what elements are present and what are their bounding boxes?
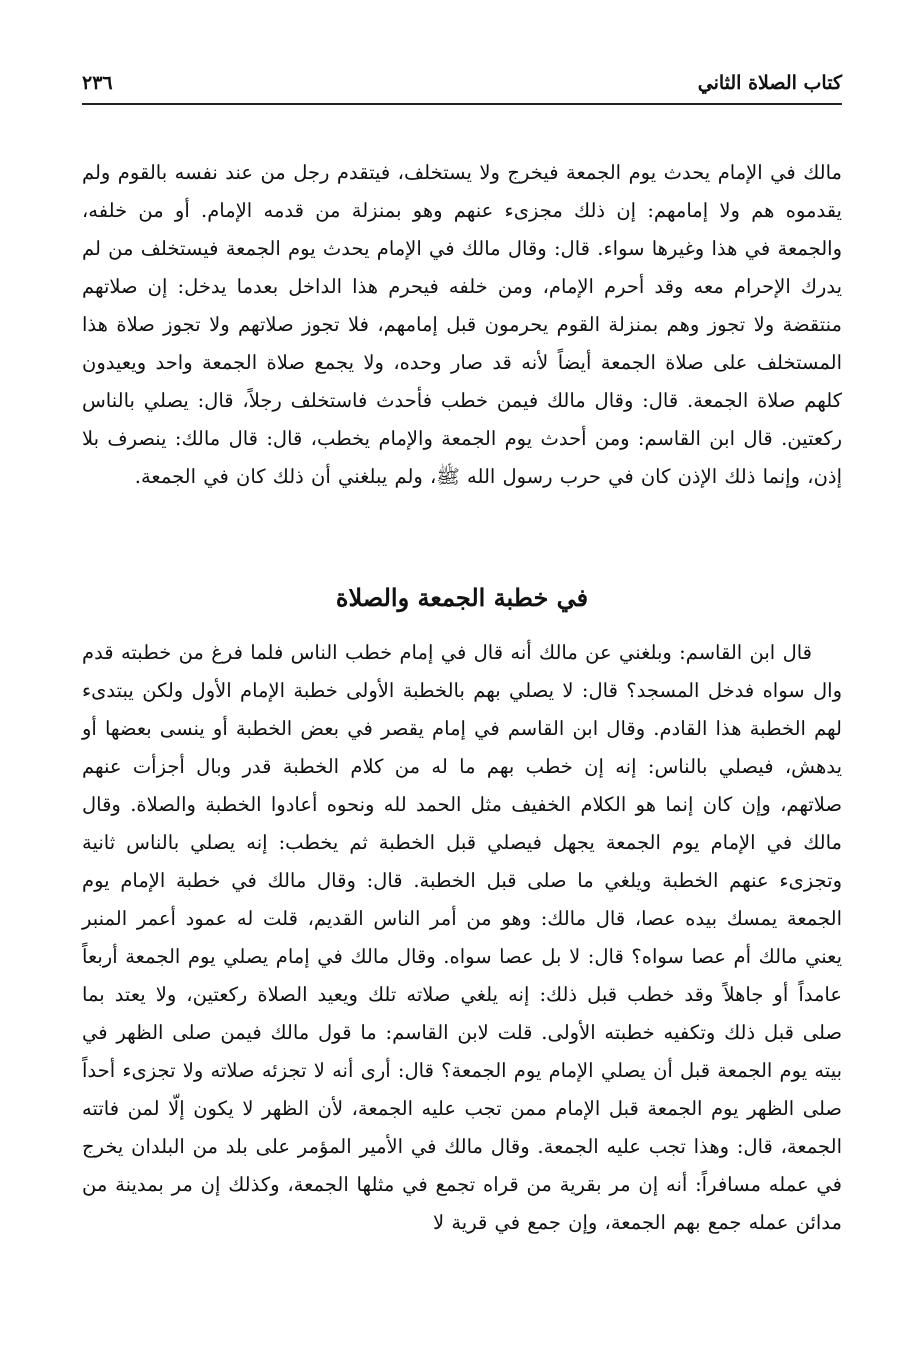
paragraph-section-body: قال ابن القاسم: وبلغني عن مالك أنه قال في إمام خطب الناس فلما فرغ من خطبته قدم وال سواه فدخل المسجد؟ قال: لا يصلي بهم بالخطبة الأولى خطبة الإمام الأول ولكن يبتدىء لهم الخطبة هذا القادم. وقال ابن القاسم في إمام يقصر في بعض الخطبة أو ينسى بعضها أو يدهش، فيصلي بالناس: إنه إن خطب بهم ما له من كلام الخطبة قدر وبال أجزأت عنهم صلاتهم، وإن كان إنما هو الكلام الخفيف مثل الحمد لله ونحوه أعادوا الخطبة والصلاة. وقال مالك في الإمام يوم الجمعة يجهل فيصلي قبل الخطبة ثم يخطب: إنه يصلي بالناس ثانية وتجزىء عنهم الخطبة ويلغي ما صلى قبل الخطبة. قال: وقال مالك في خطبة الإمام يوم الجمعة يمسك بيده عصا، قال مالك: وهو من أمر الناس القديم، قلت له عمود أعمر المنبر يعني مالك أم عصا سواه؟ قال: لا بل عصا سواه. وقال مالك في إمام يصلي يوم الجمعة أربعاً عامداً أو جاهلاً وقد خطب قبل ذلك: إنه يلغي صلاته تلك ويعيد الصلاة ركعتين، ولا يعتد بما صلى قبل ذلك وتكفيه خطبته الأولى. قلت لابن القاسم: ما قول مالك فيمن صلى الظهر في بيته يوم الجمعة قبل أن يصلي الإمام يوم الجمعة؟ قال: أرى أنه لا تجزئه صلاته ولا تجزىء أحداً صلى الظهر يوم الجمعة قبل الإمام ممن تجب عليه الجمعة، لأن الظهر لا يكون إلّا لمن فاتته الجمعة، قال: وهذا تجب عليه الجمعة. وقال مالك في الأمير المؤمر على بلد من البلدان يخرج في عمله مسافراً: أنه إن مر بقرية من قراه تجمع في مثلها الجمعة، وكذلك إن مر بمدينة من مدائن عمله جمع بهم الجمعة، وإن جمع في قرية لا	[82, 640, 842, 1234]
paragraph-continuation: مالك في الإمام يحدث يوم الجمعة فيخرج ولا يستخلف، فيتقدم رجل من عند نفسه بالقوم ولم يقدموه هم ولا إمامهم: إن ذلك مجزىء عنهم وهو بمنزلة من قدمه الإمام. أو من خلفه، والجمعة في هذا وغيرها سواء. قال: وقال مالك في الإمام يحدث يوم الجمعة فيستخلف من لم يدرك الإحرام معه وقد أحرم الإمام، ومن خلفه فيحرم هذا الداخل بعدما يدخل: إن صلاتهم منتقضة ولا تجوز وهم بمنزلة القوم يحرمون قبل إمامهم، فلا تجوز صلاتهم ولا تجوز صلاة هذا المستخلف على صلاة الجمعة أيضاً لأنه قد صار وحده، ولا يجمع صلاة الجمعة واحد ويعيدون كلهم صلاة الجمعة. قال: وقال مالك فيمن خطب فأحدث فاستخلف رجلاً، قال: يصلي بالناس ركعتين. قال ابن القاسم: ومن أحدث يوم الجمعة والإمام يخطب، قال: قال مالك: ينصرف بلا إذن، وإنما ذلك الإذن كان في حرب رسول الله ﷺ، ولم يبلغني أن ذلك كان في الجمعة.	[82, 160, 842, 488]
page-number: ٢٣٦	[82, 72, 113, 94]
book-title: كتاب الصلاة الثاني	[697, 72, 842, 94]
header-rule	[82, 103, 842, 105]
section-heading: في خطبة الجمعة والصلاة	[335, 582, 589, 612]
running-header	[82, 62, 842, 102]
